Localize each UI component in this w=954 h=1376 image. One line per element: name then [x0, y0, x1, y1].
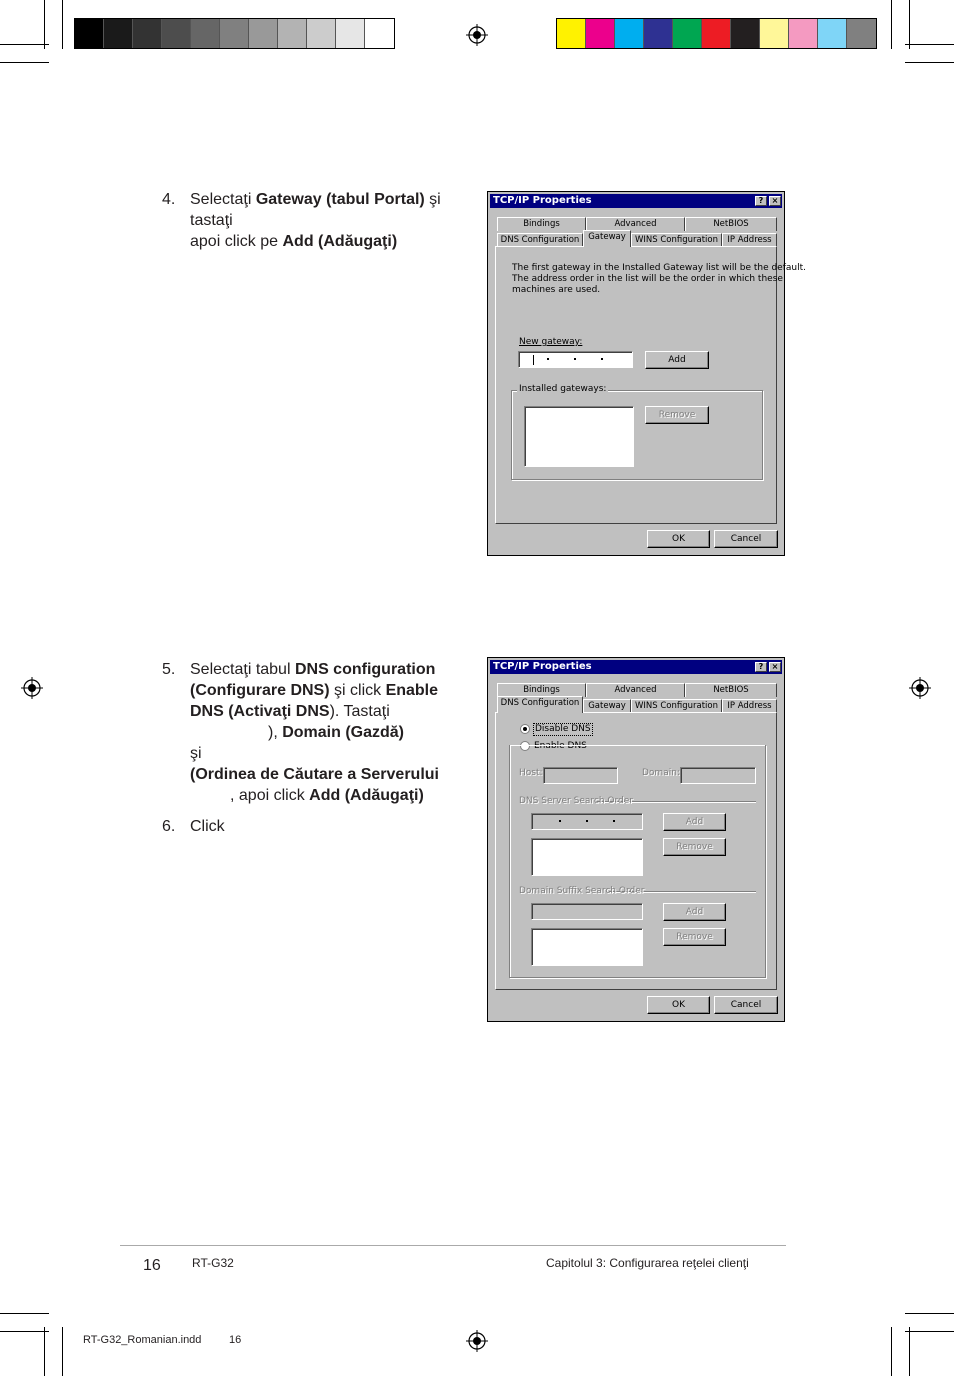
step-number: 5. — [162, 661, 176, 678]
crop-mark — [62, 1327, 63, 1376]
dns-panel — [495, 712, 777, 990]
cancel-button[interactable]: Cancel — [714, 530, 778, 548]
footer-rule — [120, 1245, 786, 1246]
help-button[interactable]: ? — [755, 662, 767, 672]
remove-dns-server-button[interactable]: Remove — [663, 838, 726, 856]
help-button[interactable]: ? — [755, 196, 767, 206]
step-bold-part: (Ordinea de Căutare a Serverului — [190, 766, 439, 783]
registration-mark-icon — [466, 24, 488, 46]
step-4 — [162, 189, 462, 259]
color-swatch — [365, 19, 394, 48]
crop-mark — [0, 44, 49, 45]
color-swatch — [789, 19, 818, 48]
step-6 — [162, 816, 462, 840]
step-text-part: ). Tastaţi — [329, 703, 390, 720]
color-swatch — [191, 19, 220, 48]
crop-mark — [44, 1327, 45, 1376]
crop-mark — [905, 1313, 954, 1314]
step-text: Click — [190, 818, 225, 835]
color-swatch — [278, 19, 307, 48]
step-bold-part: Add (Adăugaţi) — [309, 787, 424, 804]
tab-dns-configuration[interactable]: DNS Configuration — [497, 696, 583, 713]
registration-mark-icon — [909, 677, 931, 699]
color-swatch — [702, 19, 731, 48]
color-swatch — [162, 19, 191, 48]
color-swatch — [586, 19, 615, 48]
installed-gateways-label: Installed gateways: — [519, 384, 607, 394]
tab-netbios[interactable]: NetBIOS — [685, 217, 777, 231]
disable-dns-radio[interactable] — [520, 724, 530, 734]
dns-server-ip-input[interactable] — [531, 813, 643, 830]
dialog-title-bar[interactable] — [490, 660, 782, 674]
ok-button[interactable]: OK — [647, 996, 710, 1014]
new-gateway-ip-input[interactable] — [518, 351, 633, 368]
tab-netbios[interactable]: NetBIOS — [685, 683, 777, 697]
step-bold-part: Gateway (tabul Portal) — [255, 191, 425, 208]
step-text-part: , apoi click — [230, 787, 310, 804]
tcpip-properties-dialog-gateway — [487, 191, 806, 556]
crop-mark — [905, 44, 954, 45]
color-swatch — [731, 19, 760, 48]
step-bold-part: Domain (Gazdă) — [282, 724, 405, 741]
slug-page-number: 16 — [229, 1334, 242, 1346]
add-dns-server-button[interactable]: Add — [663, 813, 726, 831]
tab-bindings[interactable]: Bindings — [497, 683, 586, 697]
registration-mark-icon — [466, 1330, 488, 1352]
color-swatch — [557, 19, 586, 48]
chapter-title: Capitolul 3: Configurarea reţelei clienţi — [546, 1256, 749, 1270]
color-swatch — [75, 19, 104, 48]
remove-domain-suffix-button[interactable]: Remove — [663, 928, 726, 946]
step-bold-part: DNS configuration (Configurare DNS) — [190, 661, 436, 699]
crop-mark — [905, 62, 954, 63]
crop-mark — [891, 1327, 892, 1376]
color-swatch — [818, 19, 847, 48]
tab-advanced[interactable]: Advanced — [586, 683, 685, 697]
step-text — [190, 189, 458, 252]
crop-mark — [0, 1331, 49, 1332]
ok-button[interactable]: OK — [647, 530, 710, 548]
tab-wins-configuration[interactable]: WINS Configuration — [631, 233, 722, 247]
step-5 — [162, 659, 462, 809]
color-swatch — [847, 19, 876, 48]
color-swatch — [615, 19, 644, 48]
crop-mark — [0, 1313, 49, 1314]
crop-mark — [909, 1327, 910, 1376]
tab-gateway[interactable]: Gateway — [583, 699, 631, 713]
crop-mark — [909, 0, 910, 49]
crop-mark — [62, 0, 63, 49]
host-input[interactable] — [543, 767, 618, 784]
cmyk-color-bar — [556, 18, 877, 49]
color-swatch — [220, 19, 249, 48]
add-domain-suffix-button[interactable]: Add — [663, 903, 726, 921]
remove-gateway-button[interactable]: Remove — [645, 406, 709, 424]
gateway-description-line: machines are used. — [512, 285, 601, 295]
color-swatch — [104, 19, 133, 48]
domain-suffix-order-label: Domain Suffix Search Order — [519, 886, 645, 896]
step-number: 4. — [162, 191, 176, 208]
dialog-title: TCP/IP Properties — [493, 661, 592, 672]
ip-separator-dot — [574, 358, 576, 360]
page-number: 16 — [143, 1257, 161, 1274]
registration-mark-icon — [21, 677, 43, 699]
step-bold-part: Add (Adăugaţi) — [282, 233, 398, 250]
domain-suffix-input[interactable] — [531, 903, 643, 920]
step-text-part: şi — [190, 745, 202, 762]
crop-mark — [905, 1331, 954, 1332]
domain-input[interactable] — [680, 767, 756, 784]
product-name: RT-G32 — [192, 1256, 234, 1270]
step-text-part: şi tastaţi — [190, 191, 441, 229]
color-swatch — [760, 19, 789, 48]
tab-dns-configuration[interactable]: DNS Configuration — [497, 233, 583, 247]
new-gateway-label: New gateway: — [519, 337, 583, 347]
gateway-panel — [495, 246, 806, 524]
gateway-description-line: The first gateway in the Installed Gateway list will be the default. — [512, 263, 806, 273]
color-swatch — [336, 19, 365, 48]
ip-separator-dot — [547, 358, 549, 360]
step-text-part: Selectaţi — [190, 191, 256, 208]
color-swatch — [249, 19, 278, 48]
tab-advanced[interactable]: Advanced — [586, 217, 685, 231]
crop-mark — [44, 0, 45, 49]
close-button[interactable]: × — [769, 196, 781, 206]
ip-separator-dot — [613, 820, 615, 822]
color-swatch — [673, 19, 702, 48]
add-gateway-button[interactable]: Add — [645, 351, 709, 369]
color-swatch — [644, 19, 673, 48]
ip-separator-dot — [601, 358, 603, 360]
step-text-part: şi click — [329, 682, 386, 699]
tab-wins-configuration[interactable]: WINS Configuration — [631, 699, 722, 713]
crop-mark — [891, 0, 892, 49]
enable-dns-label[interactable]: Enable DNS — [534, 741, 587, 751]
disable-dns-label[interactable]: Disable DNS — [535, 724, 591, 734]
color-swatch — [307, 19, 336, 48]
tab-gateway[interactable]: Gateway — [583, 230, 631, 247]
dns-server-list[interactable] — [531, 838, 643, 876]
slug-file-name: RT-G32_Romanian.indd — [83, 1334, 202, 1346]
step-text-part: apoi click pe — [190, 233, 283, 250]
step-text — [190, 659, 458, 806]
step-number: 6. — [162, 818, 176, 835]
ip-separator-dot — [586, 820, 588, 822]
gateway-description-line: The address order in the list will be the order in which these — [512, 274, 783, 284]
crop-mark — [0, 62, 49, 63]
cancel-button[interactable]: Cancel — [714, 996, 778, 1014]
close-button[interactable]: × — [769, 662, 781, 672]
host-label: Host: — [519, 768, 543, 778]
dialog-title: TCP/IP Properties — [493, 195, 592, 206]
step-text-part: Selectaţi tabul — [190, 661, 295, 678]
tab-bindings[interactable]: Bindings — [497, 217, 586, 231]
domain-label: Domain: — [642, 768, 680, 778]
radio-selected-dot — [523, 727, 527, 731]
tcpip-properties-dialog-dns — [487, 657, 785, 1022]
text-caret — [533, 355, 534, 365]
domain-suffix-list[interactable] — [531, 928, 643, 966]
dialog-title-bar[interactable] — [490, 194, 782, 208]
color-swatch — [133, 19, 162, 48]
installed-gateways-list[interactable] — [524, 406, 634, 467]
ip-separator-dot — [559, 820, 561, 822]
dns-server-order-label: DNS Server Search Order — [519, 796, 633, 806]
step-bold-part: Enable DNS (Activaţi DNS — [190, 682, 439, 720]
grayscale-color-bar — [74, 18, 395, 49]
step-text-part: ), — [268, 724, 283, 741]
tab-ip-address[interactable]: IP Address — [722, 233, 777, 247]
tab-ip-address[interactable]: IP Address — [722, 699, 777, 713]
